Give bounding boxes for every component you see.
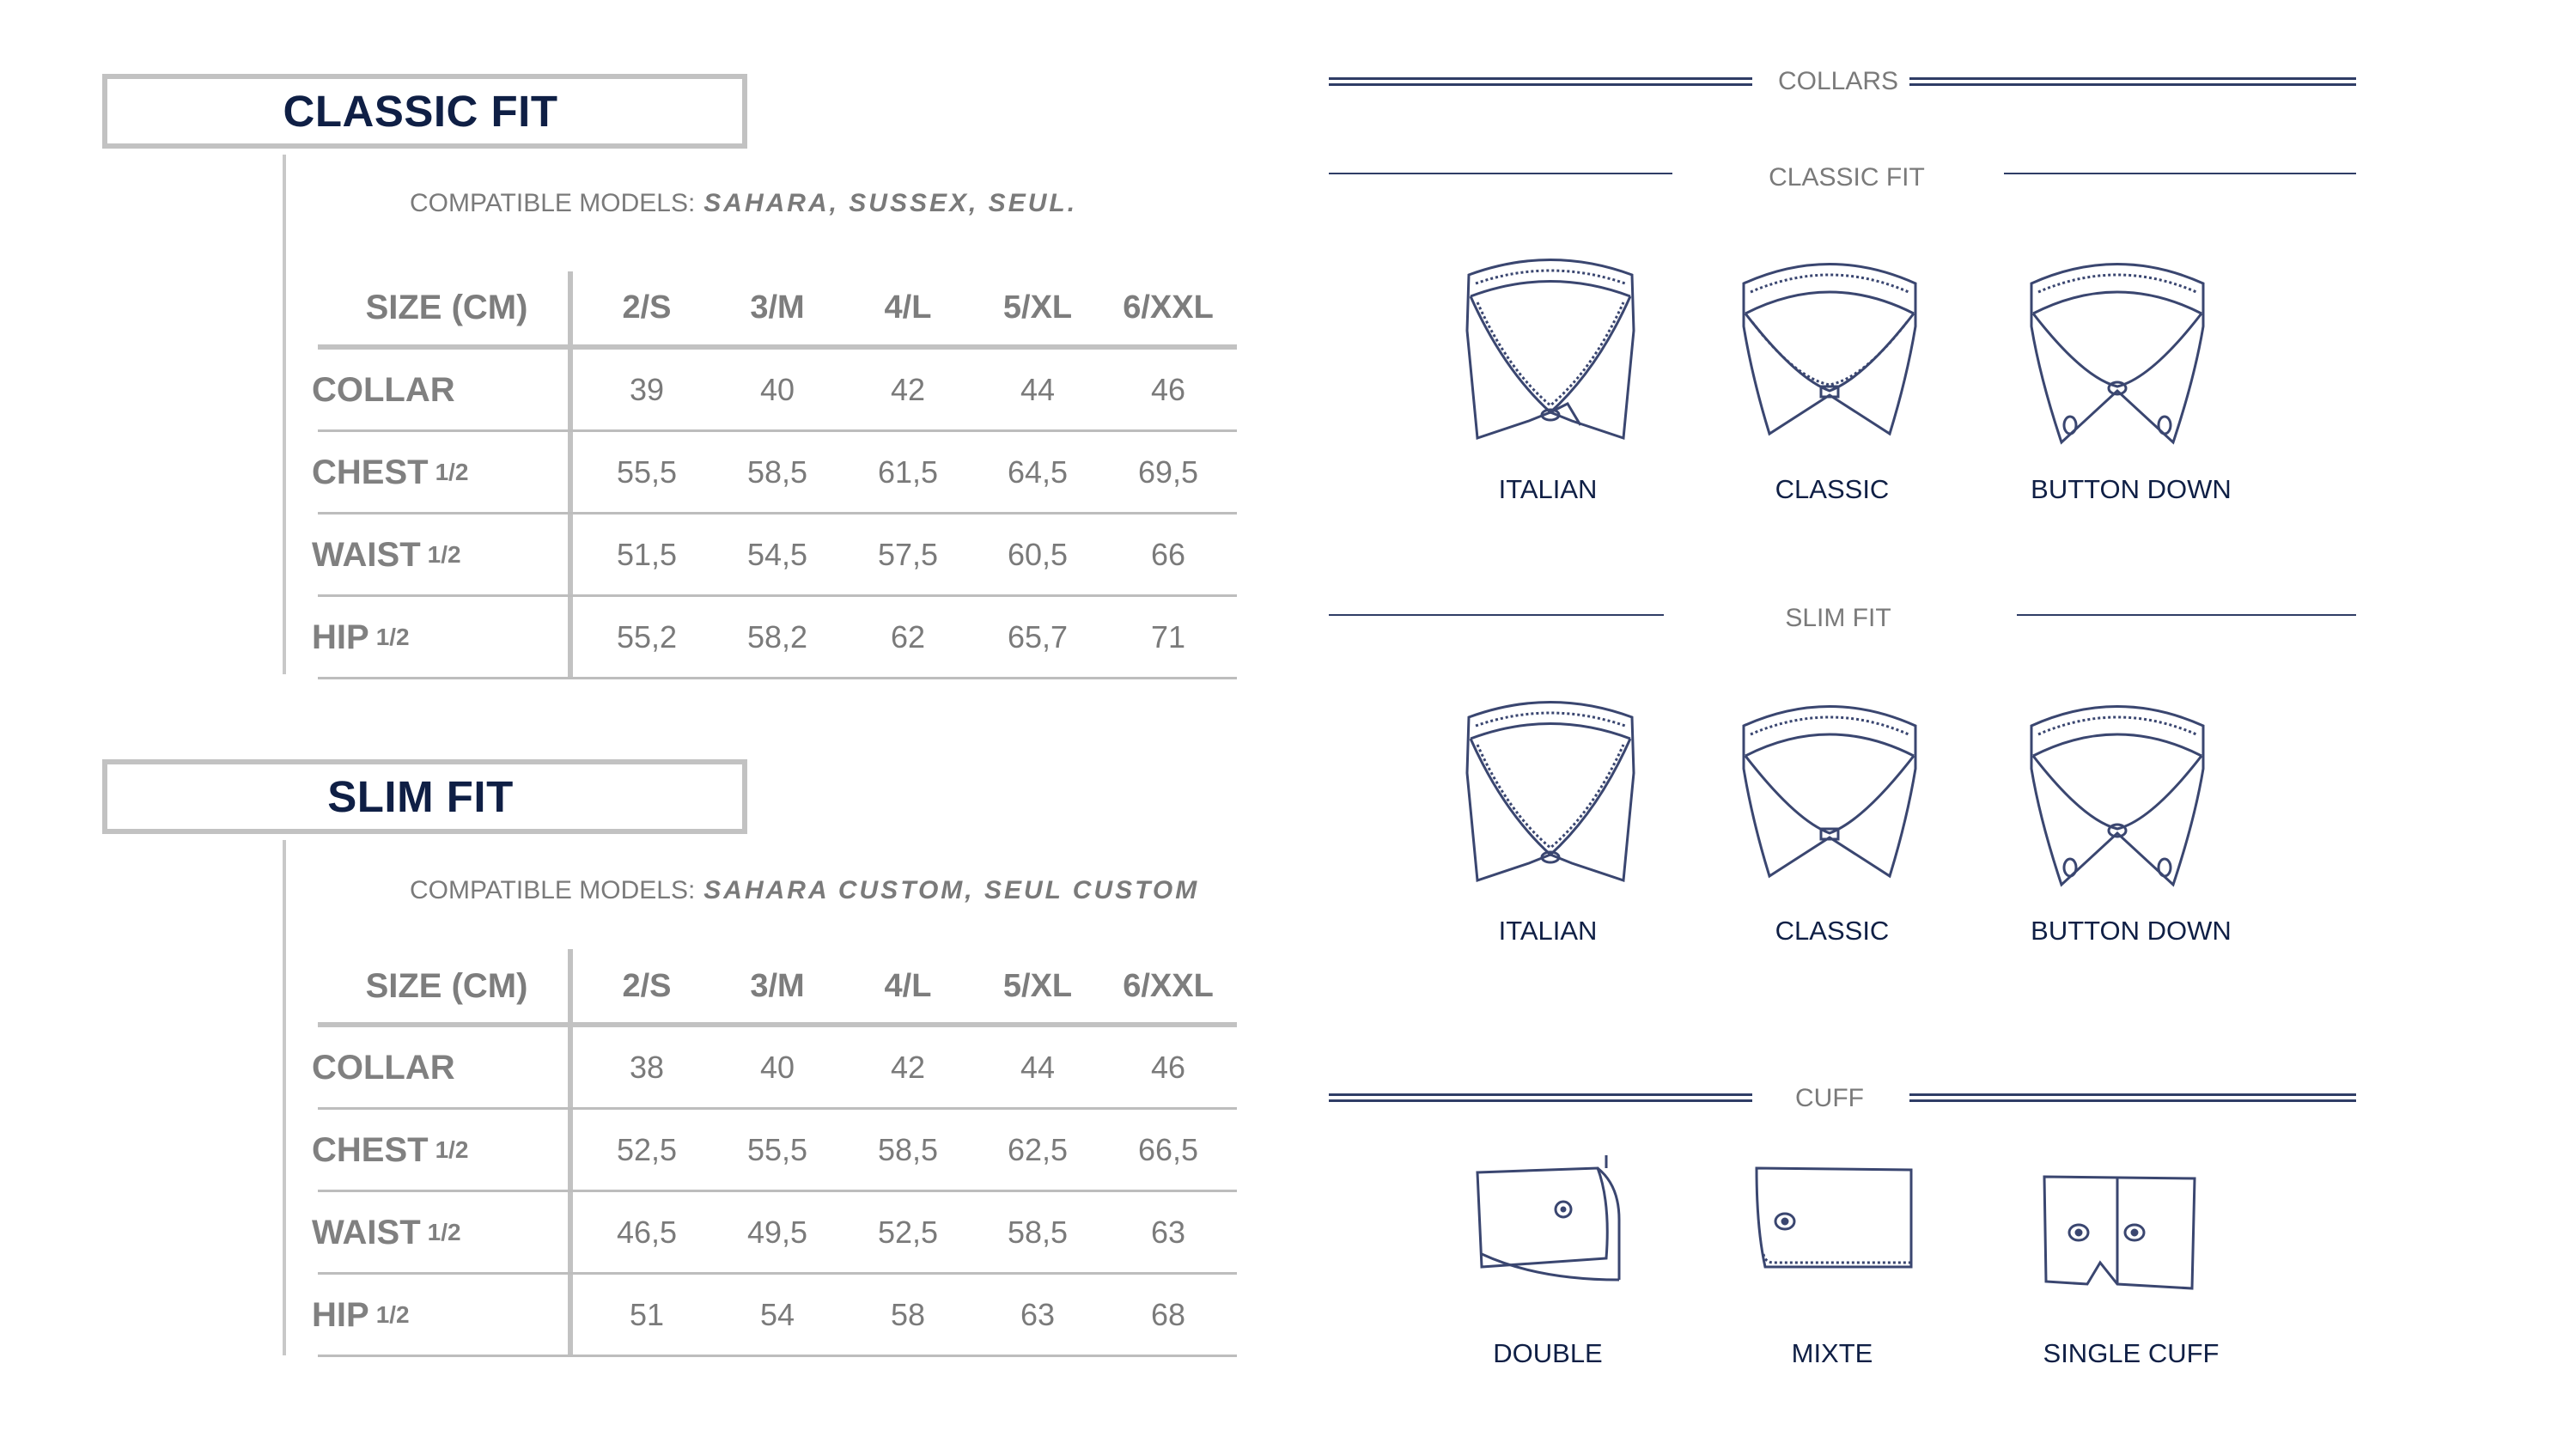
size-cm-header: SIZE (CM) <box>365 966 528 1005</box>
table-cell: 66,5 <box>1137 1132 1199 1167</box>
table-cell: 42 <box>890 1050 926 1085</box>
row-label-text: WAIST <box>312 1213 421 1251</box>
classic-collar-icon <box>1735 691 1924 889</box>
button-down-collar-icon <box>2023 691 2212 889</box>
slim-fit-title: SLIM FIT <box>327 772 514 821</box>
table-cell: 40 <box>759 372 795 407</box>
table-cell: 46 <box>1150 1050 1186 1085</box>
cuff-heading-rule-left <box>1329 1093 1752 1102</box>
row-label-half: 1/2 <box>435 1136 469 1163</box>
single-cuff-icon <box>2036 1168 2199 1297</box>
row-label <box>312 1109 469 1191</box>
table-cell: 58 <box>890 1297 926 1332</box>
mixte-cuff-icon <box>1748 1151 1920 1288</box>
table-cell: 54,5 <box>746 537 808 572</box>
slim-fit-rule-left <box>1329 614 1664 616</box>
table-row <box>0 514 1288 596</box>
row-label <box>312 1274 410 1356</box>
table-row <box>0 1274 1288 1356</box>
table-cell: 61,5 <box>877 454 939 490</box>
italian-collar-icon <box>1452 249 1649 447</box>
button-down-collar-label: BUTTON DOWN <box>2031 474 2232 504</box>
table-cell: 55,5 <box>616 454 678 490</box>
table-cell: 51 <box>629 1297 665 1332</box>
slim-fit-title-box <box>102 759 747 834</box>
compat-models: SAHARA CUSTOM, SEUL CUSTOM <box>703 876 1200 904</box>
size-column-header: 4/L <box>884 289 932 326</box>
size-cm-header: SIZE (CM) <box>365 288 528 326</box>
table-cell: 71 <box>1150 619 1186 654</box>
table-cell: 63 <box>1150 1215 1186 1250</box>
italian-collar-icon <box>1452 691 1649 889</box>
table-row <box>0 349 1288 431</box>
row-label-half: 1/2 <box>435 459 469 485</box>
size-column-header: 4/L <box>884 967 932 1004</box>
row-label-half: 1/2 <box>375 1301 410 1328</box>
collars-heading-rule-right <box>1909 77 2356 86</box>
table-cell: 39 <box>629 372 665 407</box>
table-row <box>0 1109 1288 1191</box>
table-row <box>0 1026 1288 1109</box>
size-column-header: 2/S <box>622 967 672 1004</box>
table-cell: 63 <box>1020 1297 1056 1332</box>
row-label <box>312 431 469 514</box>
cuff-heading-rule-right <box>1909 1093 2356 1102</box>
size-column-header: 2/S <box>622 289 672 326</box>
row-label-half: 1/2 <box>427 1219 461 1245</box>
table-cell: 46 <box>1150 372 1186 407</box>
table-cell: 44 <box>1020 372 1056 407</box>
size-column-header: 3/M <box>750 289 805 326</box>
double-cuff-label: DOUBLE <box>1493 1338 1603 1368</box>
table-cell: 40 <box>759 1050 795 1085</box>
table-cell: 55,5 <box>746 1132 808 1167</box>
size-column-header: 5/XL <box>1002 967 1073 1004</box>
table-cell: 69,5 <box>1137 454 1199 490</box>
slim-classic-collar-label: CLASSIC <box>1775 916 1890 946</box>
classic-collar-label: CLASSIC <box>1775 474 1890 504</box>
table-row <box>0 431 1288 514</box>
collars-heading-rule-left <box>1329 77 1752 86</box>
row-label <box>312 596 410 679</box>
table-cell: 60,5 <box>1007 537 1069 572</box>
table-row <box>0 596 1288 679</box>
table-cell: 38 <box>629 1050 665 1085</box>
table-cell: 64,5 <box>1007 454 1069 490</box>
table-cell: 51,5 <box>616 537 678 572</box>
table-row <box>0 1191 1288 1274</box>
row-label <box>312 514 461 596</box>
table-cell: 52,5 <box>877 1215 939 1250</box>
table-cell: 46,5 <box>616 1215 678 1250</box>
row-label-text: HIP <box>312 618 369 656</box>
row-label-text: COLLAR <box>312 1048 455 1087</box>
classic-fit-title: CLASSIC FIT <box>283 87 558 136</box>
row-label-text: CHEST <box>312 1130 429 1169</box>
single-cuff-label: SINGLE CUFF <box>2043 1338 2220 1368</box>
table-cell: 58,5 <box>746 454 808 490</box>
table-cell: 52,5 <box>616 1132 678 1167</box>
compat-label: COMPATIBLE MODELS: <box>410 876 696 904</box>
table-cell: 49,5 <box>746 1215 808 1250</box>
collars-slim-fit-heading: SLIM FIT <box>1785 604 1891 632</box>
slim-fit-rule-right <box>2017 614 2356 616</box>
size-column-header: 6/XXL <box>1123 289 1214 326</box>
classic-compatible-models <box>410 189 1077 218</box>
size-column-header: 6/XXL <box>1123 967 1214 1004</box>
row-label-text: HIP <box>312 1295 369 1334</box>
slim-italian-collar-label: ITALIAN <box>1498 916 1598 946</box>
italian-collar-label: ITALIAN <box>1498 474 1598 504</box>
collars-heading: COLLARS <box>1777 67 1899 95</box>
classic-fit-rule-right <box>2004 173 2356 174</box>
size-column-header: 3/M <box>750 967 805 1004</box>
table-cell: 54 <box>759 1297 795 1332</box>
row-label-half: 1/2 <box>375 624 410 650</box>
row-label-text: COLLAR <box>312 370 455 409</box>
table-cell: 62,5 <box>1007 1132 1069 1167</box>
table-cell: 65,7 <box>1007 619 1069 654</box>
compat-models: SAHARA, SUSSEX, SEUL. <box>703 189 1078 217</box>
classic-fit-title-box <box>102 74 747 149</box>
row-label <box>312 1191 461 1274</box>
compat-label: COMPATIBLE MODELS: <box>410 189 696 217</box>
table-cell: 55,2 <box>616 619 678 654</box>
button-down-collar-icon <box>2023 249 2212 447</box>
table-cell: 58,5 <box>1007 1215 1069 1250</box>
classic-collar-icon <box>1735 249 1924 447</box>
table-cell: 44 <box>1020 1050 1056 1085</box>
size-column-header: 5/XL <box>1002 289 1073 326</box>
row-label-text: CHEST <box>312 453 429 491</box>
row-label-half: 1/2 <box>427 541 461 568</box>
slim-button-down-collar-label: BUTTON DOWN <box>2031 916 2232 946</box>
table-cell: 62 <box>890 619 926 654</box>
mixte-cuff-label: MIXTE <box>1791 1338 1873 1368</box>
classic-fit-rule-left <box>1329 173 1672 174</box>
row-label-text: WAIST <box>312 535 421 574</box>
collars-classic-fit-heading: CLASSIC FIT <box>1769 163 1925 192</box>
row-label <box>312 349 455 431</box>
table-cell: 42 <box>890 372 926 407</box>
row-rule <box>318 677 1237 679</box>
row-rule <box>318 1355 1237 1357</box>
table-cell: 57,5 <box>877 537 939 572</box>
cuff-heading: CUFF <box>1795 1084 1864 1112</box>
table-cell: 58,2 <box>746 619 808 654</box>
size-table-header <box>0 952 1288 1020</box>
size-table-header <box>0 273 1288 342</box>
row-label <box>312 1026 455 1109</box>
table-cell: 66 <box>1150 537 1186 572</box>
table-cell: 58,5 <box>877 1132 939 1167</box>
double-cuff-icon <box>1469 1151 1632 1288</box>
slim-compatible-models <box>410 876 1199 905</box>
table-cell: 68 <box>1150 1297 1186 1332</box>
